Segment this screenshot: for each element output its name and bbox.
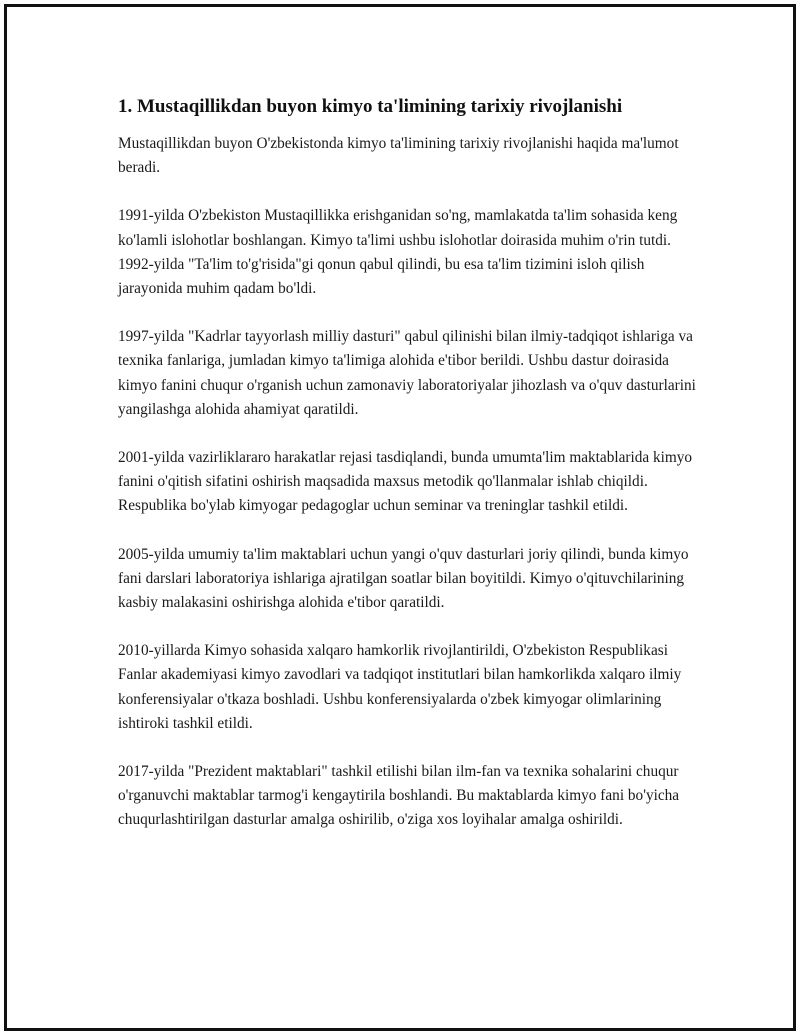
paragraph-2001: 2001-yilda vazirliklararo harakatlar rejasi tasdiqlandi, bunda umumta'lim maktablarida kimyo fanini o'qitish sifatini oshirish maqsadida maxsus metodik qo'llanmalar ishlab chiqildi. Respublika bo'ylab kimyogar pedagoglar uchun seminar va treninglar tashkil etildi. — [118, 449, 693, 515]
paragraph-2005: 2005-yilda umumiy ta'lim maktablari uchun yangi o'quv dasturlari joriy qilindi, bunda kimyo fani darslari laboratoriya ishlariga ajratilgan soatlar bilan boyitildi. Kimyo o'qituvchilarining kasbiy malakasini oshirishga alohida e'tibor qaratildi. — [118, 545, 689, 612]
paragraph-2017: 2017-yilda "Prezident maktablari" tashkil etilishi bilan ilm-fan va texnika sohalarini chuqur o'rganuvchi maktablar tarmog'i kengaytirila boshlandi. Bu maktablarda kimyo fani bo'yicha chuqurlashtirilgan dasturlar amalga oshirilib, o'ziga xos loyihalar amalga oshirildi. — [118, 763, 680, 829]
paragraph-intro: Mustaqillikdan buyon O'zbekistonda kimyo ta'limining tarixiy rivojlanishi haqida ma'lumot beradi. — [118, 135, 679, 177]
paragraph-1991: 1991-yilda O'zbekiston Mustaqillikka erishganidan so'ng, mamlakatda ta'lim sohasida keng ko'lamli islohotlar boshlangan. Kimyo ta'limi ushbu islohotlar doirasida muhim o'rin tutdi. 1992-yilda "Ta'lim to'g'risida"gi qonun qabul qilindi, bu esa ta'lim tizimini isloh qilish jarayonida muhim qadam bo'ldi. — [118, 207, 678, 298]
paragraph-1997: 1997-yilda "Kadrlar tayyorlash milliy dasturi" qabul qilinishi bilan ilmiy-tadqiqot ishlariga va texnika fanlariga, jumladan kimyo ta'limiga alohida e'tibor berildi. Ushbu dastur doirasida kimyo fanini chuqur o'rganish uchun zamonaviy laboratoriyalar jihozlash va o'quv dasturlarini yangilashga alohida ahamiyat qaratildi. — [118, 328, 696, 418]
section-heading: 1. Mustaqillikdan buyon kimyo ta'limining tarixiy rivojlanishi — [118, 96, 623, 117]
paragraph-2010: 2010-yillarda Kimyo sohasida xalqaro hamkorlik rivojlantirildi, O'zbekiston Respublikasi Fanlar akademiyasi kimyo zavodlari va tadqiqot institutlari bilan hamkorlikda xalqaro ilmiy konferensiyalar o'tkaza boshladi. Ushbu konferensiyalarda o'zbek kimyogar olimlarining ishtiroki tashkil etildi. — [118, 642, 682, 732]
document-body — [118, 94, 698, 857]
